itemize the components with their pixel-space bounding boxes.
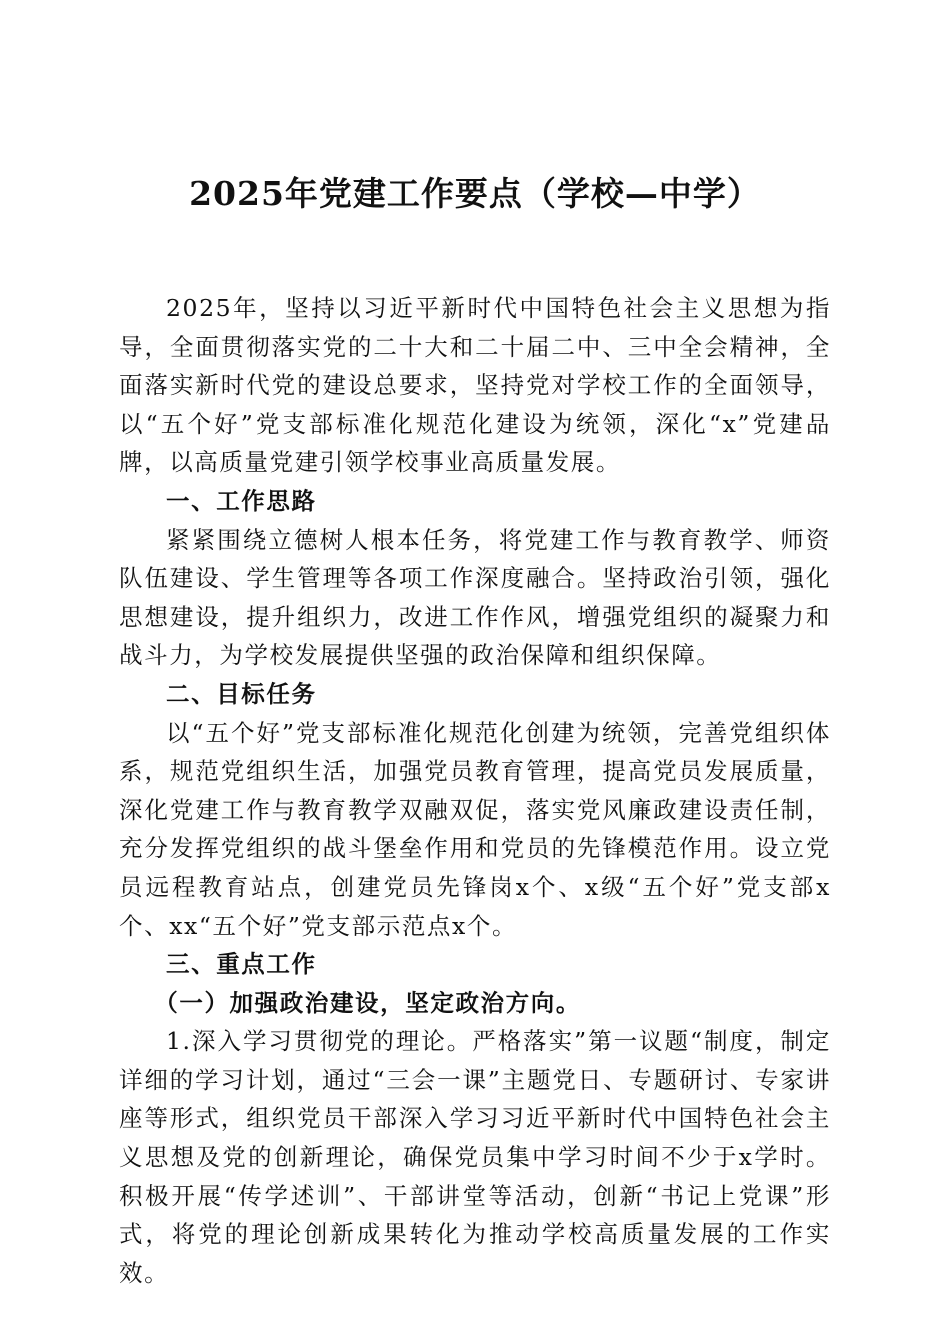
section-heading-goals: 二、目标任务 [166,679,317,708]
document-body [119,289,831,1292]
document-title: 2025年党建工作要点（学校—中学） [189,174,761,213]
section-paragraph-work-ideas: 紧紧围绕立德树人根本任务，将党建工作与教育教学、师资队伍建设、学生管理等各项工作深度融合。坚持政治引领，强化思想建设，提升组织力，改进工作作风，增强党组织的凝聚力和战斗力，为学校发展提供坚强的政治保障和组织保障。 [119,525,831,670]
section-paragraph-key-work: 1.深入学习贯彻党的理论。严格落实”第一议题“制度，制定详细的学习计划，通过“三会一课”主题党日、专题研讨、专家讲座等形式，组织党员干部深入学习习近平新时代中国特色社会主义思想及党的创新理论，确保党员集中学习时间不少于x学时。积极开展“传学述训”、干部讲堂等活动，创新“书记上党课”形式，将党的理论创新成果转化为推动学校高质量发展的工作实效。 [119,1027,831,1287]
subsection-heading-political: （一）加强政治建设，坚定政治方向。 [154,988,581,1017]
intro-paragraph: 2025年，坚持以习近平新时代中国特色社会主义思想为指导，全面贯彻落实党的二十大和二十届二中、三中全会精神，全面落实新时代党的建设总要求，坚持党对学校工作的全面领导，以“五个好”党支部标准化规范化建设为统领，深化“x”党建品牌，以高质量党建引领学校事业高质量发展。 [119,294,831,477]
section-paragraph-goals: 以“五个好”党支部标准化规范化创建为统领，完善党组织体系，规范党组织生活，加强党员教育管理，提高党员发展质量，深化党建工作与教育教学双融双促，落实党风廉政建设责任制，充分发挥党组织的战斗堡垒作用和党员的先锋模范作用。设立党员远程教育站点，创建党员先锋岗x个、x级“五个好”党支部x个、xx“五个好”党支部示范点x个。 [119,718,831,940]
section-heading-work-ideas: 一、工作思路 [166,486,317,515]
section-heading-key-work: 三、重点工作 [166,950,317,979]
